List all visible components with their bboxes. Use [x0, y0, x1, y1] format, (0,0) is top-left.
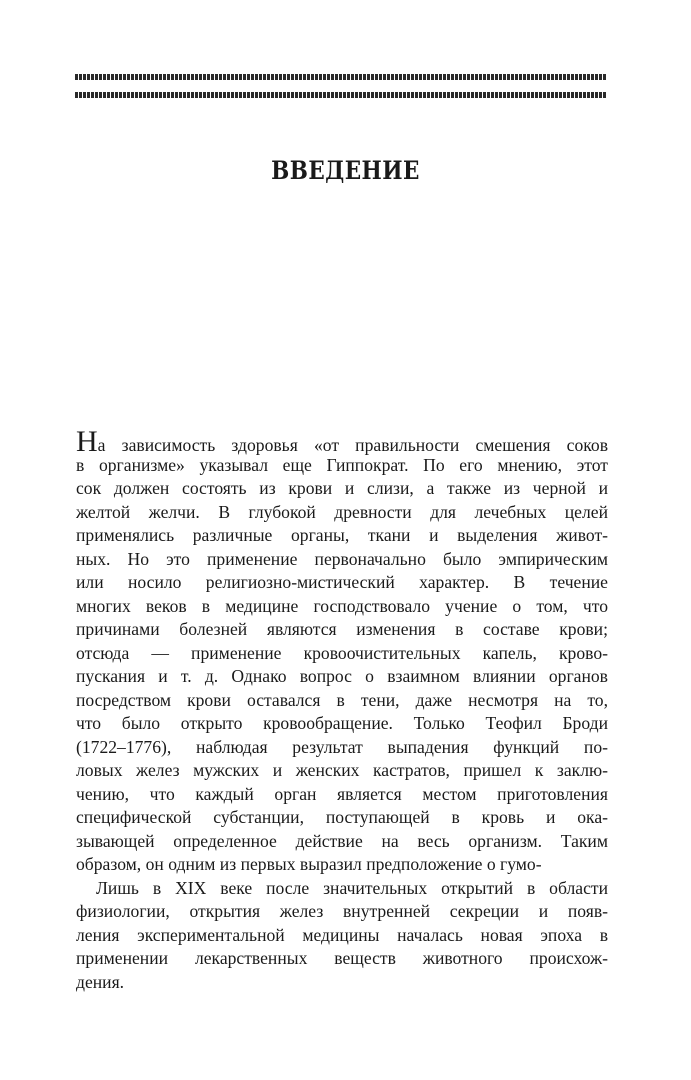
paragraph-line: зывающей определенное действие на весь организм. Таким: [76, 830, 608, 851]
paragraph-line: образом, он одним из первых выразил предположение о гумо-: [76, 854, 542, 874]
paragraph-line: физиологии, открытия желез внутренней секреции и появ-: [76, 901, 608, 921]
paragraph-line: или носило религиозно-мистический характер. В течение: [76, 572, 608, 592]
paragraph-line: причинами болезней являются изменения в составе крови;: [76, 619, 608, 639]
header-rule-top: [75, 74, 607, 80]
paragraph-line: применялись различные органы, ткани и выделения живот-: [76, 525, 608, 545]
paragraph-line: специфической субстанции, поступающей в кровь и ока-: [76, 807, 608, 827]
paragraph-line: ления экспериментальной медицины началась новая эпоха в: [76, 924, 608, 945]
paragraph-line: желтой желчи. В глубокой древности для лечебных целей: [76, 501, 608, 522]
paragraph-line: отсюда — применение кровоочистительных капель, крово-: [76, 642, 608, 663]
paragraph-line: чению, что каждый орган является местом приготовления: [76, 783, 608, 804]
paragraph-line: применении лекарственных веществ животного происхож-: [76, 948, 608, 968]
paragraph-line: посредством крови оставался в тени, даже несмотря на то,: [76, 689, 608, 710]
paragraph-line: пускания и т. д. Однако вопрос о взаимном влиянии органов: [76, 666, 608, 686]
body-text: [76, 425, 608, 994]
paragraph-line: что было открыто кровообращение. Только Теофил Броди: [76, 713, 608, 733]
chapter-title: ВВЕДЕНИЕ: [271, 156, 420, 185]
header-rule-bottom: [75, 92, 607, 98]
paragraph-line: в организме» указывал еще Гиппократ. По его мнению, этот: [76, 454, 608, 475]
paragraph-2: [76, 877, 608, 995]
drop-cap: Н: [76, 425, 98, 458]
paragraph-line: сок должен состоять из крови и слизи, а также из черной и: [76, 478, 608, 498]
paragraph-line: дения.: [76, 971, 125, 992]
paragraph-line: ных. Но это применение первоначально было эмпирическим: [76, 548, 608, 569]
first-line-text: а зависимость здоровья «от правильности смешения соков: [97, 435, 608, 455]
paragraph-line: [76, 425, 608, 458]
paragraph-line: Лишь в XIX веке после значительных открытий в области: [96, 877, 608, 898]
paragraph-line: ловых желез мужских и женских кастратов, пришел к заклю-: [76, 760, 608, 780]
paragraph-1: [76, 425, 608, 877]
paragraph-line: многих веков в медицине господствовало учение о том, что: [76, 595, 608, 616]
paragraph-line: (1722–1776), наблюдая результат выпадения функций по-: [76, 736, 608, 757]
